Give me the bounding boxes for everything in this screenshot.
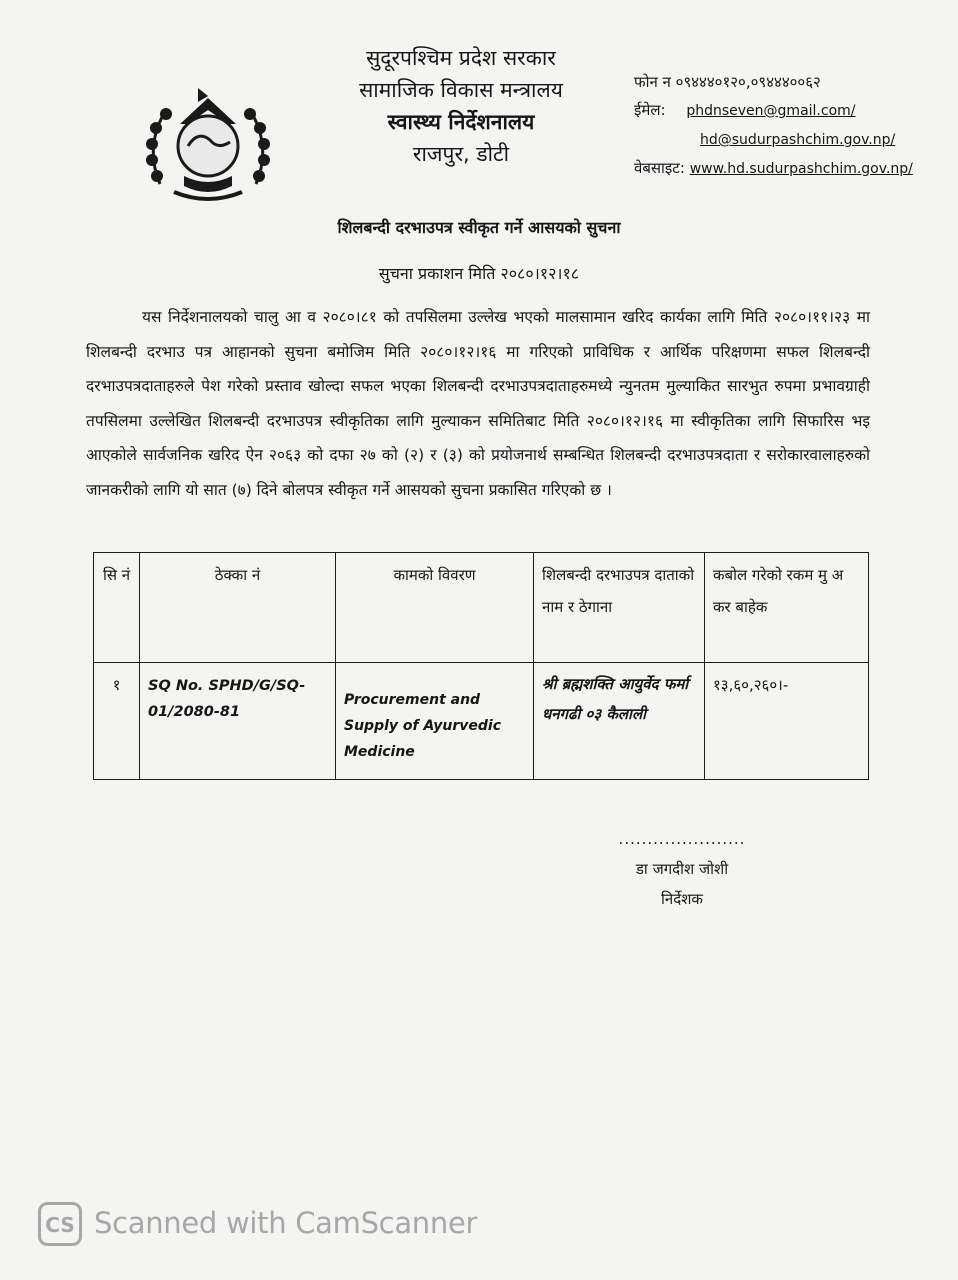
header-contract-no: ठेक्का नं [140,553,336,663]
header-work-description: कामको विवरण [336,553,534,663]
contact-block [634,68,913,183]
notice-title: शिलबन्दी दरभाउपत्र स्वीकृत गर्ने आसयको सुचना [337,218,621,237]
header-serial: सि नं [94,553,140,663]
signatory-designation: निर्देशक [661,890,703,908]
org-line-ministry: सामाजिक विकास मन्त्रालय [359,78,563,102]
email-row-2 [634,125,913,154]
org-line-directorate: स्वास्थ्य निर्देशनालय [387,110,535,134]
cell-bidder: श्री ब्रह्मशक्ति आयुर्वेद फर्मा धनगढी ०३ कैलाली [534,663,705,780]
phone-row [634,68,913,96]
website-label: वेबसाइट: [634,159,685,177]
signature-block [612,832,752,914]
email-link-1[interactable]: phdnseven@gmail.com/ [686,103,856,119]
camscanner-logo-text: CS [45,1213,75,1237]
email-link-2[interactable]: hd@sudurpashchim.gov.np/ [700,132,896,148]
camscanner-watermark: Scanned with CamScanner [94,1206,478,1240]
signatory-name: डा जगदीश जोशी [635,860,729,878]
camscanner-logo-icon [38,1202,82,1246]
cell-contract-no: SQ No. SPHD/G/SQ-01/2080-81 [140,663,336,780]
website-link[interactable]: www.hd.sudurpashchim.gov.np/ [689,161,913,177]
cell-work-description: Procurement and Supply of Ayurvedic Medicine [336,663,534,780]
cell-amount: १३,६०,२६०।- [705,663,869,780]
email-label: ईमेल: [634,101,666,119]
nepal-emblem-icon [138,84,278,210]
header-bid-amount: कबोल गरेको रकम मु अ कर बाहेक [705,553,869,663]
publication-date: सुचना प्रकाशन मिति २०८०।१२।१८ [378,264,580,283]
phone-label: फोन न [634,73,671,91]
cell-serial: १ [94,663,140,780]
header-bidder-name-address: शिलबन्दी दरभाउपत्र दाताको नाम र ठेगाना [534,553,705,663]
signature-line: ...................... [618,830,746,848]
org-line-address: राजपुर, डोटी [412,142,510,166]
table-header-row [94,553,869,663]
tender-table [93,552,869,780]
organization-heading [330,42,592,170]
website-row [634,154,913,183]
email-row [634,96,913,125]
org-line-province: सुदूरपश्चिम प्रदेश सरकार [366,46,556,70]
table-row [94,663,869,780]
notice-body: यस निर्देशनालयको चालु आ व २०८०।८१ को तपसिलमा उल्लेख भएको मालसामान खरिद कार्यका लागि मिति २०८०।११।२३ मा शिलबन्दी दरभाउ पत्र आहानको सुचना बमोजिम मिति २०८०।१२।१६ मा गरिएको प्राविधिक र आर्थिक परिक्षणमा सफल शिलबन्दी दरभाउपत्रदाताहरुले पेश गरेको प्रस्ताव खोल्दा सफल भएका शिलबन्दी दरभाउपत्रदाताहरुमध्ये न्युनतम मुल्याकित सारभुत रुपमा प्रभावग्राही तपसिलमा उल्लेखित शिलबन्दी दरभाउपत्र स्वीकृतिका लागि मुल्याकन समितिबाट मिति २०८०।१२।१६ मा स्वीकृतिका लागि सिफारिस भइ आएकोले सार्वजनिक खरिद ऐन २०६३ को दफा २७ को (२) र (३) को प्रयोजनार्थ सम्बन्धित शिलबन्दी दरभाउपत्रदाता र सरोकारवालाहरुको जानकरीको लागि यो सात (७) दिने बोलपत्र स्वीकृत गर्ने आसयको सुचना प्रकासित गरिएको छ । [86,308,870,499]
phone-value: ०९४४४०१२०,०९४४४००६२ [675,73,821,91]
